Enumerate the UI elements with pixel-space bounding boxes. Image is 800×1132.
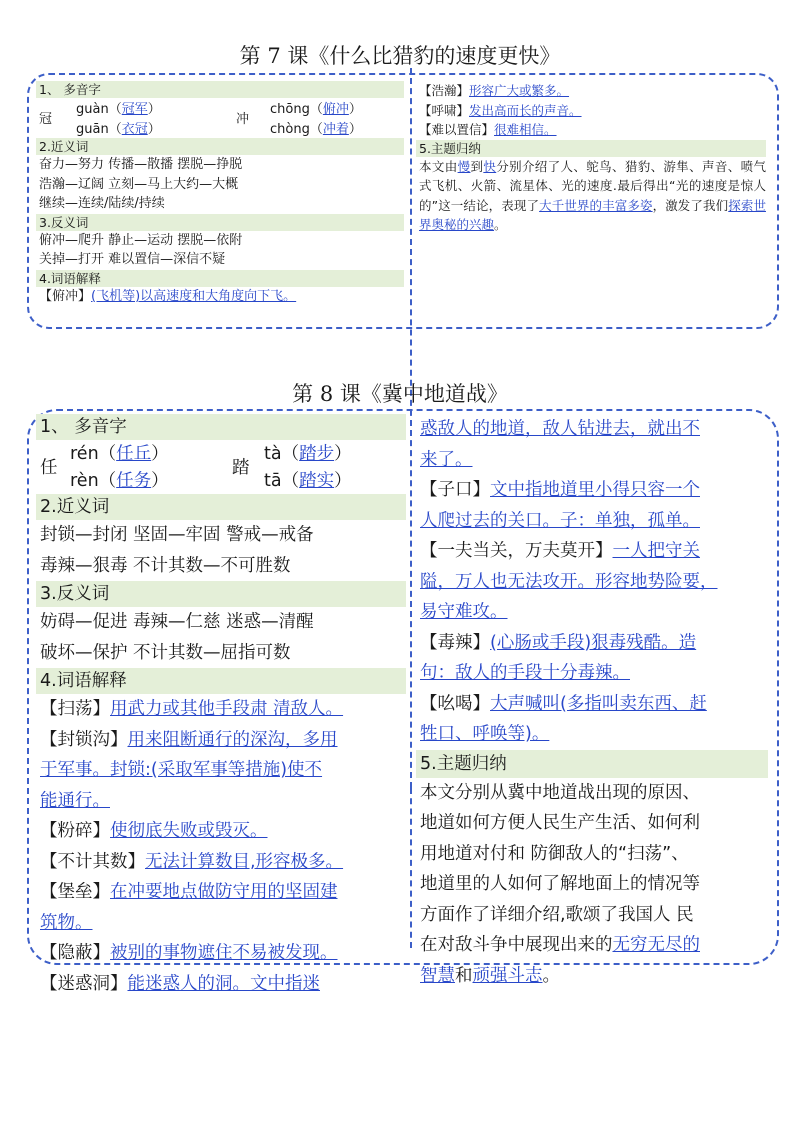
explain-line	[416, 536, 768, 567]
theme-line: 方面作了详细介绍,歌颂了我国人 民	[420, 904, 694, 925]
lesson7-theme-header: 5.主题归纳	[416, 140, 766, 157]
polyphone-reading: guān（衣冠）	[76, 122, 161, 137]
pinyin: rèn	[70, 471, 99, 491]
explain-line	[36, 694, 406, 725]
synonym-line: 浩瀚—辽阔 立刻—马上大约—大概	[39, 176, 239, 192]
example-word: 冠军	[121, 102, 148, 117]
example-word: 衣冠	[121, 122, 148, 137]
definition: (心肠或手段)狠毒残酷。造	[490, 632, 697, 653]
theme-text: 到	[470, 158, 484, 174]
example-word: 踏步	[299, 444, 335, 464]
term: 【不计其数】	[40, 851, 145, 872]
synonym-line: 继续—连续/陆续/持续	[39, 196, 165, 212]
polyphone-char: 踏	[232, 458, 250, 478]
explain-line	[416, 506, 768, 537]
explain-line	[416, 475, 768, 506]
lesson7-polyphone-block	[36, 98, 404, 138]
term: 【隐蔽】	[40, 943, 110, 963]
explain-line	[416, 719, 768, 750]
theme-keyword: 无穷无尽的	[612, 935, 700, 955]
pinyin: guàn	[76, 102, 109, 117]
explain-line	[36, 725, 406, 756]
explain-line	[36, 755, 406, 786]
lesson8-polyphone-block	[36, 440, 406, 494]
explain-line	[416, 689, 768, 720]
synonym-line: 奋力—努力 传播—散播 摆脱—挣脱	[39, 157, 243, 172]
synonym-line: 封锁—封闭 坚固—牢固 警戒—戒备	[40, 525, 314, 545]
theme-text: 在对敌斗争中展现出来的	[420, 935, 613, 955]
term: 【封锁沟】	[40, 729, 128, 750]
polyphone-char: 任	[40, 458, 58, 478]
theme-keyword: 顽强斗志	[472, 965, 543, 986]
theme-line: 本文分别从冀中地道战出现的原因、	[420, 782, 700, 803]
lesson7-antonyms-header: 3.反义词	[36, 214, 404, 231]
explain-line	[36, 287, 404, 307]
polyphone-reading: chōng（俯冲）	[270, 102, 362, 117]
definition: 形容广大或繁多。	[469, 83, 570, 98]
explain-line	[416, 628, 768, 659]
definition: 能迷惑人的洞。文中指迷	[127, 973, 320, 994]
term: 【毒辣】	[420, 632, 490, 653]
definition: 发出高而长的声音。	[469, 102, 582, 118]
definition: 来了。	[420, 449, 473, 470]
definition: 在冲要地点做防守用的坚固建	[110, 882, 338, 902]
theme-keyword: 探索世界奥秘的兴趣	[419, 197, 766, 233]
lesson7-explain-header: 4.词语解释	[36, 270, 404, 287]
explain-line	[36, 847, 406, 878]
term: 【扫荡】	[40, 699, 110, 719]
definition: 用来阻断通行的深沟，多用	[127, 729, 338, 750]
lesson7-polyphone-header: 1、 多音字	[36, 81, 404, 98]
definition: 句：敌人的手段十分毒辣。	[420, 663, 630, 683]
explain-line	[36, 938, 406, 969]
explain-line	[36, 969, 406, 1000]
antonym-line: 俯冲—爬升 静止—运动 摆脱—依附	[39, 232, 243, 248]
term: 【吆喝】	[420, 693, 490, 714]
theme-text: 。	[494, 217, 507, 233]
theme-line	[416, 930, 768, 961]
explain-line	[36, 786, 406, 817]
theme-text: 分别介绍了人、鸵鸟、猎豹、游隼、声音、喷气式飞机、火箭、流星体、光的速度.最后得出“光的速度是惊人的”这一结论，表现了	[419, 158, 766, 213]
definition: 筑物。	[40, 912, 93, 933]
explain-line	[36, 908, 406, 939]
polyphone-char: 冠	[39, 112, 53, 127]
explain-line	[416, 445, 768, 476]
lesson8-synonyms-header: 2.近义词	[36, 494, 406, 520]
term: 【子口】	[420, 480, 490, 500]
polyphone-reading: rén（任丘）	[70, 444, 169, 464]
definition: 惑敌人的地道，敌人钻进去，就出不	[420, 419, 700, 439]
explain-line	[416, 597, 768, 628]
synonym-line: 毒辣—狠毒 不计其数—不可胜数	[40, 555, 291, 576]
term: 【浩瀚】	[419, 83, 470, 98]
example-word: 冲着	[322, 122, 349, 137]
theme-keyword: 慢	[457, 158, 471, 174]
polyphone-char: 冲	[236, 112, 250, 127]
lesson8-left-column	[36, 414, 406, 999]
polyphone-reading: tā（踏实）	[264, 471, 352, 491]
pinyin: tā	[264, 471, 282, 491]
polyphone-reading: guàn（冠军）	[76, 102, 161, 117]
example-word: 踏实	[299, 471, 335, 491]
theme-keyword: 大千世界的丰富多姿	[539, 197, 653, 213]
term: 【迷惑洞】	[40, 973, 128, 994]
definition: 于军事。封锁:(采取军事等措施)使不	[40, 760, 323, 780]
definition: 一人把守关	[612, 541, 700, 561]
term: 【难以置信】	[419, 122, 495, 137]
theme-line: 地道如何方便人民生产生活、如何利	[420, 813, 700, 833]
lesson8-title: 第 8 课《冀中地道战》	[292, 382, 508, 406]
term: 【粉碎】	[40, 821, 110, 841]
theme-text: 本文由	[419, 158, 458, 174]
center-divider-line-lower	[410, 788, 412, 948]
theme-text: ，激发了我们	[652, 197, 729, 213]
definition: 文中指地道里小得只容一个	[490, 480, 700, 500]
term: 【堡垒】	[40, 882, 110, 902]
polyphone-reading: tà（踏步）	[264, 444, 352, 464]
antonym-line: 妨碍—促进 毒辣—仁慈 迷惑—清醒	[40, 612, 314, 632]
example-word: 俯冲	[322, 102, 349, 117]
theme-keyword: 快	[483, 158, 497, 174]
explain-line	[36, 816, 406, 847]
definition: 人爬过去的关口。子：单独，孤单。	[420, 510, 700, 531]
example-word: 任丘	[116, 444, 152, 464]
lesson8-explain-header: 4.词语解释	[36, 668, 406, 694]
definition: 无法计算数目,形容极多。	[145, 851, 344, 872]
explain-line	[416, 567, 768, 598]
explain-line	[416, 658, 768, 689]
term: 【一夫当关，万夫莫开】	[420, 541, 613, 561]
lesson7-title: 第 7 课《什么比猎豹的速度更快》	[239, 44, 561, 68]
explain-line	[416, 81, 766, 101]
lesson7-synonyms-header: 2.近义词	[36, 138, 404, 155]
definition: 使彻底失败或毁灭。	[110, 821, 268, 841]
definition: 易守难攻。	[420, 602, 508, 622]
lesson8-polyphone-header: 1、 多音字	[36, 414, 406, 440]
explain-line	[416, 101, 766, 121]
lesson8-antonyms-header: 3.反义词	[36, 581, 406, 607]
term: 【俯冲】	[39, 288, 92, 304]
antonym-line: 破坏—保护 不计其数—屈指可数	[40, 642, 291, 663]
definition: 牲口、呼唤等)。	[420, 724, 550, 744]
polyphone-reading: rèn（任务）	[70, 471, 169, 491]
pinyin: guān	[76, 122, 109, 137]
lesson8-right-column	[416, 414, 768, 991]
explain-line	[416, 120, 766, 140]
example-word: 任务	[116, 471, 152, 491]
definition: 用武力或其他手段肃 清敌人。	[110, 699, 344, 719]
explain-line	[36, 877, 406, 908]
explain-line	[416, 414, 768, 445]
theme-keyword: 智慧	[420, 965, 455, 986]
pinyin: rén	[70, 444, 99, 464]
theme-line: 用地道对付和 防御敌人的“扫荡”、	[420, 843, 689, 864]
theme-text: 。	[542, 965, 560, 986]
polyphone-reading: chòng（冲着）	[270, 122, 362, 137]
pinyin: chōng	[270, 102, 310, 117]
lesson8-theme-header: 5.主题归纳	[416, 750, 768, 778]
theme-text: 和	[455, 965, 473, 986]
definition: (飞机等)以高速度和大角度向下飞。	[91, 288, 297, 304]
term: 【呼啸】	[419, 102, 470, 118]
pinyin: chòng	[270, 122, 310, 137]
pinyin: tà	[264, 444, 282, 464]
lesson7-left-column	[36, 81, 404, 307]
definition: 能通行。	[40, 790, 110, 811]
theme-line	[416, 961, 768, 992]
lesson7-right-column	[416, 81, 766, 235]
lesson7-theme-paragraph	[416, 157, 766, 235]
theme-line: 地道里的人如何了解地面上的情况等	[420, 874, 700, 894]
definition: 大声喊叫(多指叫卖东西、赶	[490, 693, 707, 714]
definition: 被别的事物遮住不易被发现。	[110, 943, 338, 963]
antonym-line: 关掉—打开 难以置信—深信不疑	[39, 252, 226, 268]
definition: 很难相信。	[494, 122, 557, 137]
definition: 隘，万人也无法攻开。形容地势险要，	[420, 571, 718, 592]
